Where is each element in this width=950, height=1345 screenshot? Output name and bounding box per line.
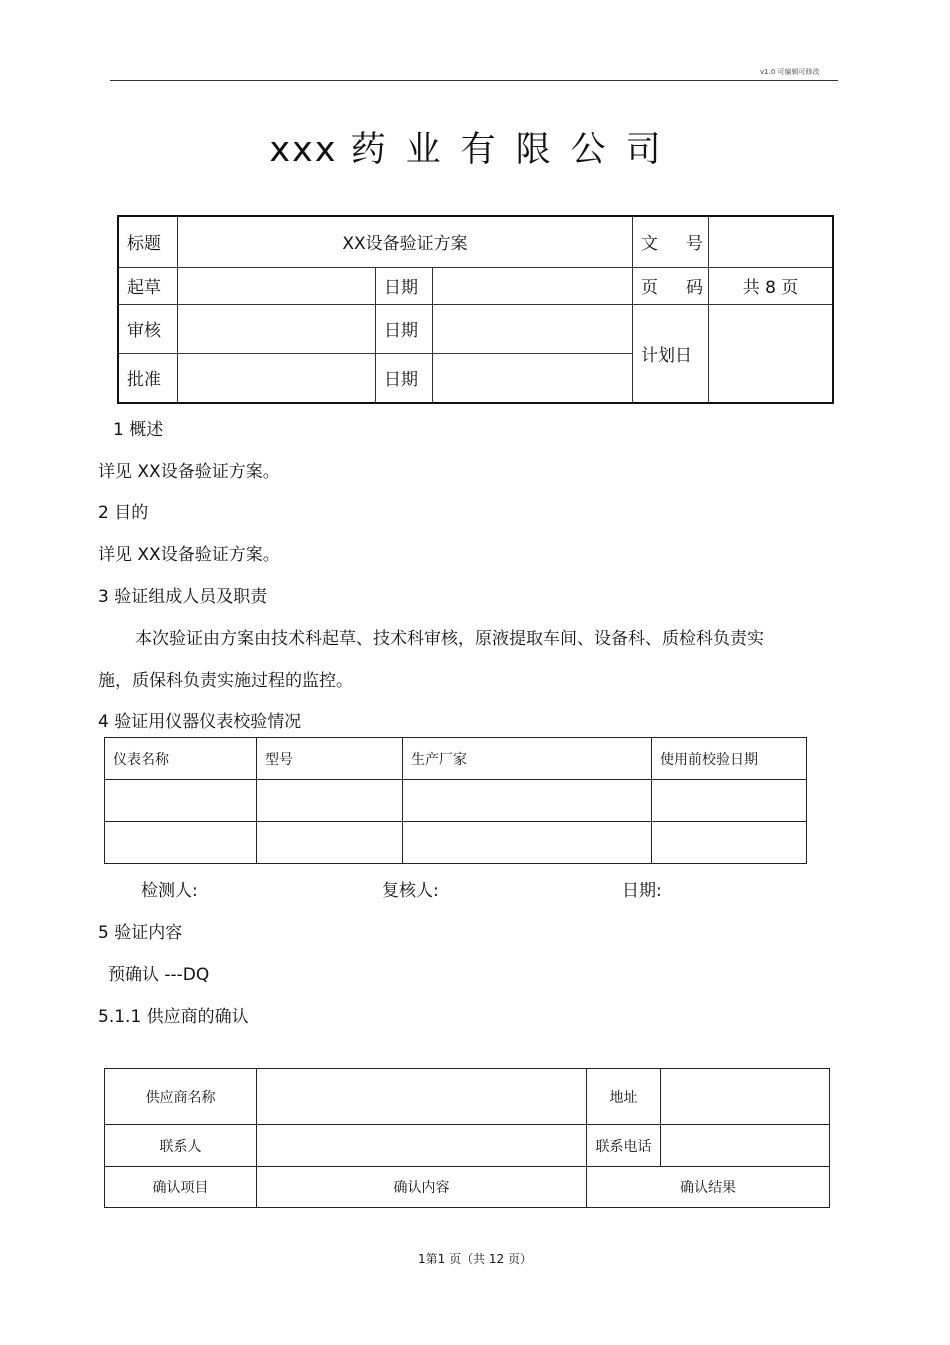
confirm-content-label: 确认内容 xyxy=(257,1167,587,1208)
review-value xyxy=(178,304,376,353)
confirm-result-label: 确认结果 xyxy=(587,1167,830,1208)
company-title-prefix: xxx xyxy=(269,130,338,170)
page-label: 页 码 xyxy=(633,267,709,304)
table-cell xyxy=(105,822,257,864)
section-511-heading: 5.1.1 供应商的确认 xyxy=(98,1007,249,1027)
confirm-item-label: 确认项目 xyxy=(105,1167,257,1208)
address-value xyxy=(661,1069,830,1125)
approve-date-label: 日期 xyxy=(376,353,433,403)
doc-no-label: 文 号 xyxy=(633,216,709,267)
contact-label: 联系人 xyxy=(105,1125,257,1167)
signoff-date-label: 日期: xyxy=(622,881,662,901)
section-1-heading: 1 概述 xyxy=(113,420,164,440)
section-3-body-line2: 施，质保科负责实施过程的监控。 xyxy=(98,671,353,691)
section-5-heading: 5 验证内容 xyxy=(98,923,183,943)
review-label: 审核 xyxy=(118,304,178,353)
section-3-heading: 3 验证组成人员及职责 xyxy=(98,587,268,607)
draft-date-label: 日期 xyxy=(376,267,433,304)
review-date-label: 日期 xyxy=(376,304,433,353)
table-cell xyxy=(652,780,807,822)
instrument-col-name: 仪表名称 xyxy=(105,738,257,780)
section-2-heading: 2 目的 xyxy=(98,503,149,523)
section-1-body: 详见 XX设备验证方案。 xyxy=(98,462,280,482)
document-header-table xyxy=(117,215,834,404)
page-footer: 1第1 页（共 12 页） xyxy=(418,1252,532,1266)
table-row xyxy=(105,780,807,822)
draft-label: 起草 xyxy=(118,267,178,304)
instrument-table xyxy=(104,737,807,864)
review-date-value xyxy=(433,304,633,353)
phone-label: 联系电话 xyxy=(587,1125,661,1167)
approve-date-value xyxy=(433,353,633,403)
supplier-name-label: 供应商名称 xyxy=(105,1069,257,1125)
checker-label: 复核人: xyxy=(382,881,439,901)
approve-value xyxy=(178,353,376,403)
phone-value xyxy=(661,1125,830,1167)
title-value: XX设备验证方案 xyxy=(178,216,633,267)
doc-no-value xyxy=(709,216,834,267)
section-5-sub: 预确认 ---DQ xyxy=(108,965,210,985)
draft-value xyxy=(178,267,376,304)
page-value: 共 8 页 xyxy=(709,267,834,304)
plan-date-value xyxy=(709,304,834,403)
header-rule xyxy=(110,80,838,81)
table-cell xyxy=(652,822,807,864)
approve-label: 批准 xyxy=(118,353,178,403)
table-cell xyxy=(257,780,403,822)
company-title xyxy=(0,122,950,172)
section-3-body-line1: 本次验证由方案由技术科起草、技术科审核，原液提取车间、设备科、质检科负责实 xyxy=(135,629,764,649)
instrument-col-cal-date: 使用前校验日期 xyxy=(652,738,807,780)
title-label: 标题 xyxy=(118,216,178,267)
table-cell xyxy=(403,822,652,864)
table-row xyxy=(105,822,807,864)
section-2-body: 详见 XX设备验证方案。 xyxy=(98,545,280,565)
supplier-name-value xyxy=(257,1069,587,1125)
instrument-col-maker: 生产厂家 xyxy=(403,738,652,780)
instrument-col-model: 型号 xyxy=(257,738,403,780)
address-label: 地址 xyxy=(587,1069,661,1125)
table-cell xyxy=(105,780,257,822)
inspector-label: 检测人: xyxy=(141,881,198,901)
version-note: v1.0 可编辑可修改 xyxy=(760,68,820,76)
contact-value xyxy=(257,1125,587,1167)
company-title-cn: 药业有限公司 xyxy=(350,130,681,170)
section-4-heading: 4 验证用仪器仪表校验情况 xyxy=(98,712,302,732)
draft-date-value xyxy=(433,267,633,304)
supplier-table xyxy=(104,1068,830,1208)
plan-date-label: 计划日 xyxy=(633,304,709,403)
table-cell xyxy=(403,780,652,822)
table-cell xyxy=(257,822,403,864)
